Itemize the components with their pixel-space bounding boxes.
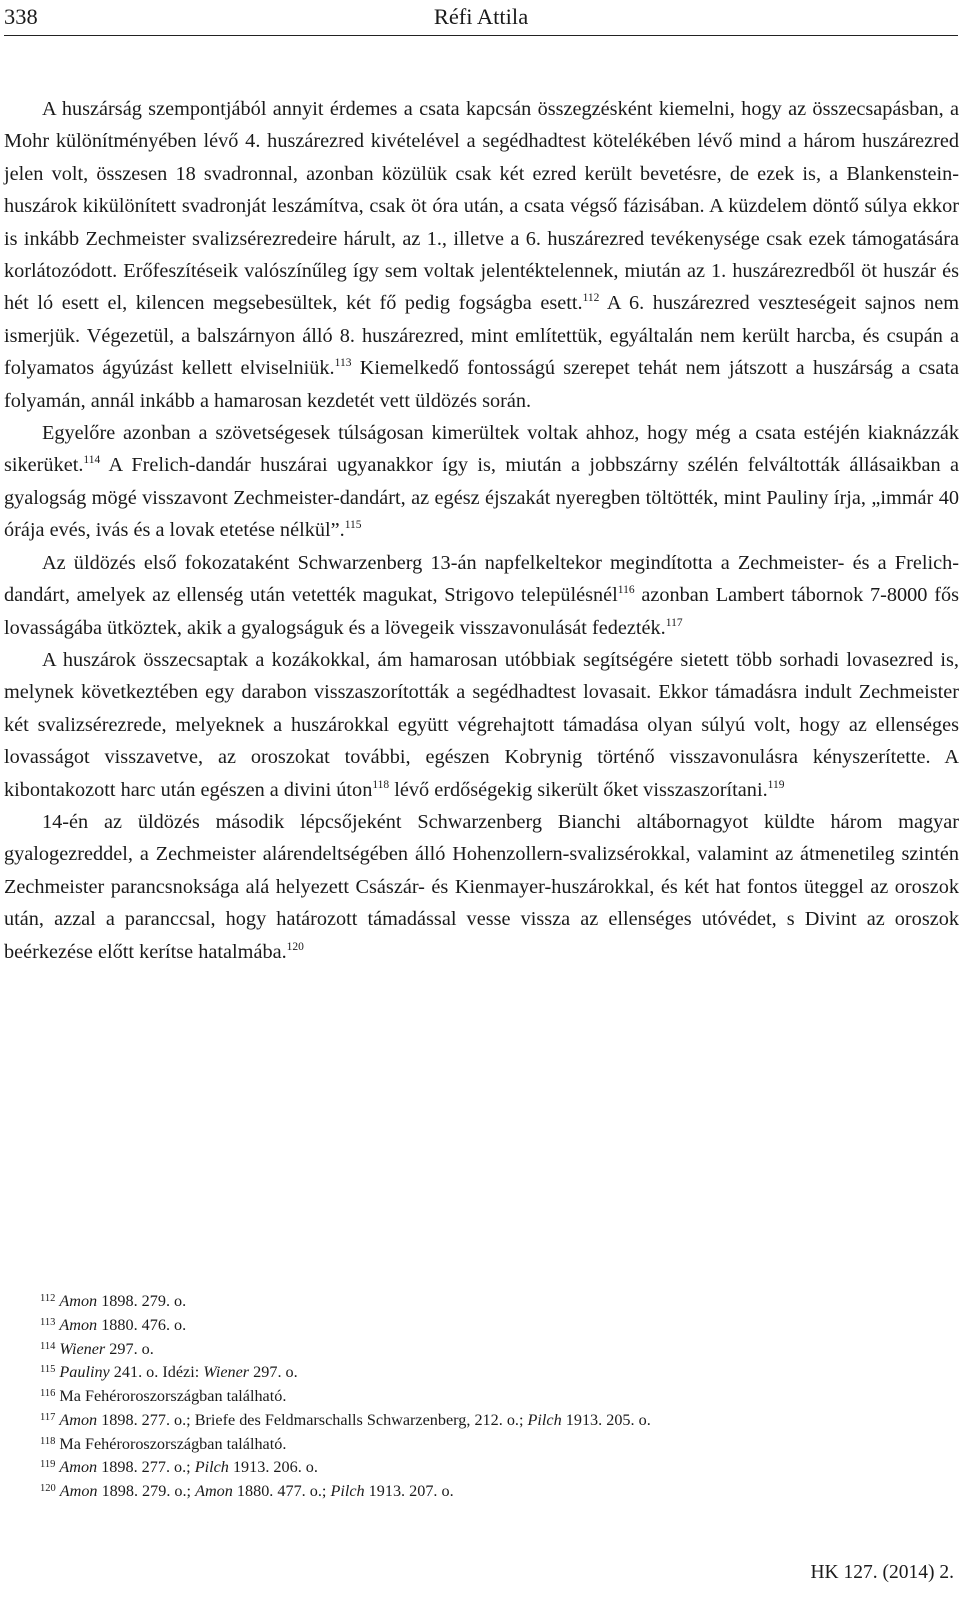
paragraph — [4, 547, 959, 644]
footnote — [40, 1480, 940, 1504]
running-title-author: Réfi Attila — [433, 4, 529, 29]
footnote-reference: 118 — [372, 778, 390, 791]
footnote-reference: 115 — [344, 519, 362, 532]
footnote-reference: 119 — [767, 778, 785, 791]
footnote-text: 1913. 207. o. — [364, 1482, 454, 1500]
footnote — [40, 1433, 940, 1457]
text-run: A Frelich-dandár huszárai ugyanakkor így is, miután a jobbszárny szélén felváltották állásaikban a gyalogság mögé visszavont Zechmeister-dandárt, az egész éjszakát nyeregben töltötték, mint Pauliny írja, „immár 40 órája evés, ivás és a lovak etetése nélkül”. — [4, 454, 959, 542]
footnote-text: 1898. 279. o. — [97, 1292, 187, 1310]
footnote-reference: 112 — [582, 292, 600, 305]
footnote — [40, 1290, 940, 1314]
text-run: A huszárság szempontjából annyit érdemes a csata kapcsán összegzésként kiemelni, hogy az összecsapásban, a Mohr különítményében lévő 4. huszárezred kivételével a segédhadtest kötelékében lévő mind a három huszárezred jelen volt, összesen 18 svadronnal, azonban közülük csak két ezred került bevetésre, de ezek is, a Blankenstein-huszárok kikülönített svadronját leszámítva, csak öt óra után, a csata végső fázisában. A küzdelem döntő súlya ekkor is inkább Zechmeister svalizsérezredeire hárult, az 1., illetve a 6. huszárezred tevékenysége csak ezek támogatására korlátozódott. Erőfeszítéseik valószínűleg így sem voltak jelentéktelennek, miután az 1. huszárezredből öt huszár és hét ló esett el, kilencen megsebesültek, két fő pedig fogságba esett. — [4, 98, 959, 315]
author-name: Pauliny — [59, 1363, 110, 1382]
text-run: Kiemelkedő fontosságú szerepet tehát nem játszott a huszárság a csata folyamán, annál inkább a hamarosan kezdetét vett üldözés során. — [4, 357, 959, 412]
author-name: Amon — [59, 1410, 98, 1429]
footnote-reference: 114 — [83, 454, 101, 467]
footnote — [40, 1338, 940, 1362]
text-run: 14-én az üldözés második lépcsőjeként Schwarzenberg Bianchi altábornagyot küldte három magyar gyalogezreddel, a Zechmeister alárendeltségében álló Hohenzollern-svalizsérokkal, valamint az átmenetileg szintén Zechmeister parancsnoksága alá helyezett Császár- és Kienmayer-huszárokkal, és két hat fontos üteggel az oroszok után, azzal a paranccsal, hogy határozott támadással vesse vissza az ellenséges utóvédet, s Divint az oroszok beérkezése előtt kerítse hatalmába. — [4, 810, 959, 963]
footnote — [40, 1314, 940, 1338]
paragraph — [4, 644, 959, 806]
text-run: A 6. huszárezred veszteségeit sajnos nem ismerjük. Végezetül, a balszárnyon álló 8. huszárezred, mint említettük, egyáltalán nem került harcba, és csupán a folyamatos ágyúzást kellett elviselniük. — [4, 292, 959, 380]
text-run: A huszárok összecsaptak a kozákokkal, ám hamarosan utóbbiak segítségére sietett több sorhadi lovasezred is, melynek következtében egy darabon visszaszorították a segédhadtest lovasait. Ekkor támadásra indult Zechmeister két svalizsérezrede, melyeknek a huszárokkal együtt végrehajtott támadása olyan súlyú volt, hogy az ellenséges lovasságot visszavetve, az oroszokat további, egészen Kobrynig történő visszavonulásra kényszerítette. A kibontakozott harc után egészen a divini úton — [4, 648, 959, 801]
footnote-text: 1880. 477. o.; — [232, 1482, 331, 1500]
author-name: Pilch — [527, 1410, 562, 1429]
author-name: Pilch — [194, 1458, 229, 1477]
footnote-text: 1898. 279. o.; — [97, 1482, 196, 1500]
author-name: Wiener — [203, 1363, 250, 1382]
page-header — [4, 0, 958, 36]
footnote — [40, 1409, 940, 1433]
page-number: 338 — [4, 4, 38, 29]
footnote — [40, 1385, 940, 1409]
footnote-number: 119 — [40, 1459, 56, 1471]
footnote-text: 1913. 205. o. — [561, 1410, 651, 1429]
author-name: Amon — [59, 1458, 98, 1477]
text-run: Az üldözés első fokozataként Schwarzenberg 13-án napfelkeltekor megindította a Zechmeister- és a Frelich-dandárt, amelyek az ellenség után vetették magukat, Strigovo településnél — [4, 551, 959, 607]
paragraph — [4, 806, 959, 968]
main-text — [4, 93, 959, 968]
author-name: Amon — [59, 1292, 98, 1310]
author-name: Wiener — [59, 1339, 106, 1358]
footnote-text: 1898. 277. o.; Briefe des Feldmarschalls Schwarzenberg, 212. o.; — [97, 1410, 528, 1429]
footnote-reference: 120 — [286, 940, 304, 953]
footnote-reference: 116 — [617, 584, 635, 597]
author-name: Amon — [195, 1482, 233, 1500]
footnote-text: 1880. 476. o. — [97, 1315, 187, 1334]
footnote-text: 241. o. Idézi: — [109, 1363, 204, 1382]
footnote-number: 114 — [40, 1340, 56, 1352]
footnote-reference: 113 — [334, 357, 352, 370]
text-run: lévő erdőségekig sikerült őket visszaszorítani. — [389, 778, 768, 801]
footnote — [40, 1361, 940, 1385]
author-name: Amon — [59, 1482, 98, 1500]
footnote-text: 1913. 206. o. — [228, 1458, 318, 1477]
footnote-text: Ma Fehéroroszországban található. — [59, 1434, 287, 1453]
footnote-number: 115 — [40, 1364, 56, 1376]
footnote-text: 1898. 277. o.; — [97, 1458, 195, 1477]
author-name: Pilch — [330, 1482, 365, 1500]
journal-footer: HK 127. (2014) 2. — [810, 1562, 954, 1583]
footnote-number: 112 — [40, 1293, 56, 1304]
text-run: azonban Lambert tábornok 7-8000 fős lovasságába ütköztek, akik a gyalogságuk és a lövegeik visszavonulását fedezték. — [4, 584, 959, 639]
footnote-number: 120 — [40, 1483, 56, 1494]
footnote-text: 297. o. — [249, 1363, 298, 1382]
author-name: Amon — [59, 1315, 98, 1334]
footnote-number: 118 — [40, 1435, 56, 1447]
paragraph — [4, 93, 959, 417]
text-run: Egyelőre azonban a szövetségesek túlságosan kimerültek voltak ahhoz, hogy még a csata estéjén kiaknázzák sikerüket. — [4, 422, 959, 477]
footnote-number: 117 — [40, 1411, 56, 1423]
footnotes-section — [40, 1290, 940, 1504]
footnote-reference: 117 — [665, 616, 683, 629]
paragraph — [4, 417, 959, 547]
footnote — [40, 1456, 940, 1480]
footnote-number: 113 — [40, 1316, 56, 1328]
footnote-number: 116 — [40, 1388, 56, 1399]
footnote-text: 297. o. — [105, 1339, 154, 1358]
footnote-text: Ma Fehéroroszországban található. — [59, 1387, 287, 1405]
